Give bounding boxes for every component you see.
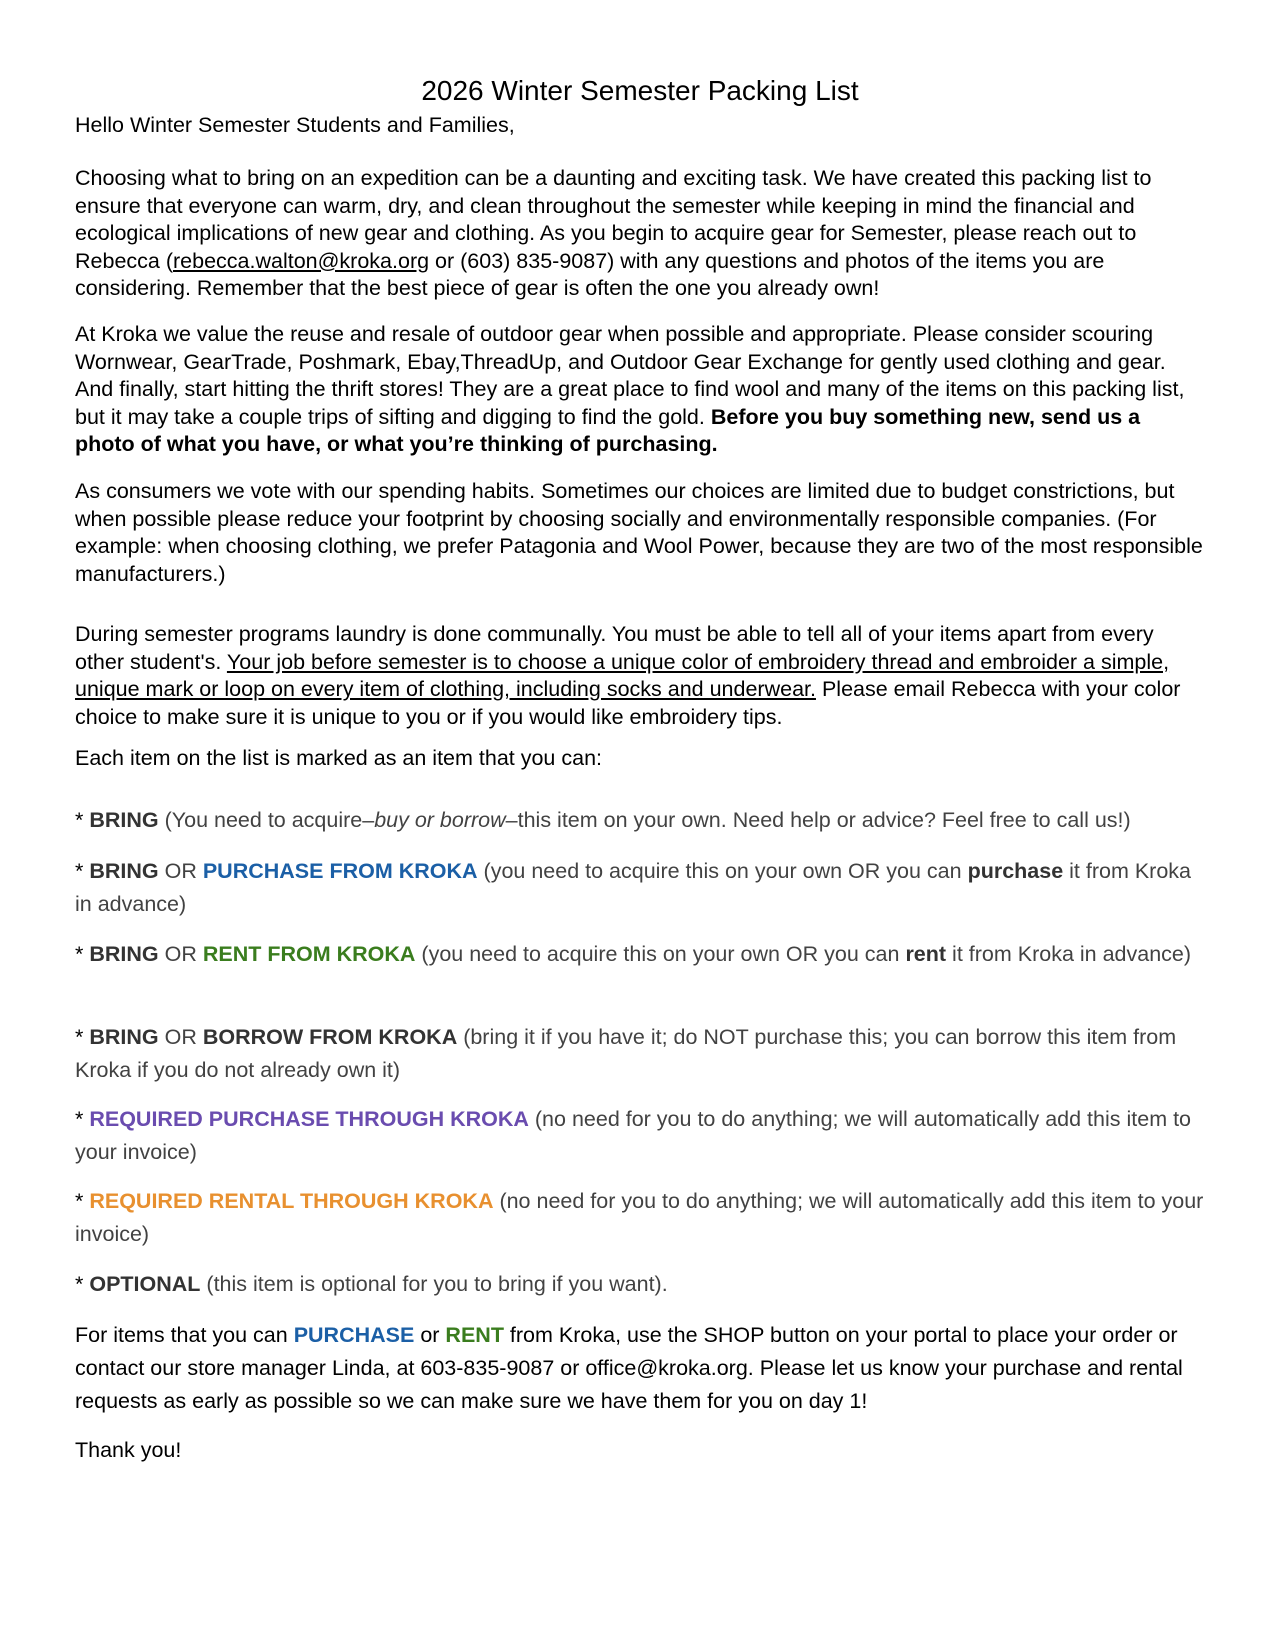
reuse-bold-text: Before you buy something new, send us a photo of what you have, or what you’re thinking of purchasing. xyxy=(75,404,1141,456)
laundry-text-b: Please email Rebecca with your color choice to make sure it is unique to you or if you would like embroidery tips. xyxy=(75,677,1181,729)
rent-word: RENT xyxy=(445,1323,504,1347)
legend-required-purchase: * REQUIRED PURCHASE THROUGH KROKA (no need for you to do anything; we will automatically add this item to your invoice) xyxy=(75,1107,1192,1164)
intro-text-b: or (603) 835-9087) with any questions and photos of the items you are considering. Remember that the best piece of gear is often the one you already own! xyxy=(75,248,1105,300)
laundry-paragraph xyxy=(75,621,1205,731)
bring-label: BRING xyxy=(89,942,159,966)
intro-text-a: Choosing what to bring on an expedition can be a daunting and exciting task. We have created this packing list to ensure that everyone can warm, dry, and clean throughout the semester while keeping in mind the financial and ecological implications of new gear and clothing. As you begin to acquire gear for Semester, please reach out to Rebecca ( xyxy=(75,166,1152,273)
bring-label: BRING xyxy=(89,808,159,832)
consumer-paragraph: As consumers we vote with our spending habits. Sometimes our choices are limited due to budget constrictions, but when possible please reduce your footprint by choosing socially and environmentally responsible companies. (For example: when choosing clothing, we prefer Patagonia and Wool Power, because they are two of the most responsible manufacturers.) xyxy=(75,479,1203,586)
bring-label: BRING xyxy=(89,859,159,883)
purchase-word: PURCHASE xyxy=(293,1323,415,1347)
closing-thanks: Thank you! xyxy=(75,1438,182,1462)
purchase-label: PURCHASE FROM KROKA xyxy=(202,859,478,883)
intro-paragraph xyxy=(75,165,1205,303)
laundry-underlined: Your job before semester is to choose a unique color of embroidery thread and embroider a simple, unique mark or loop on every item of clothing, including socks and underwear. xyxy=(75,649,1170,701)
optional-label: OPTIONAL xyxy=(89,1272,201,1296)
rent-label: RENT FROM KROKA xyxy=(202,942,416,966)
page-title: 2026 Winter Semester Packing List xyxy=(421,75,859,106)
list-intro: Each item on the list is marked as an item that you can: xyxy=(75,746,603,770)
legend-optional: * OPTIONAL (this item is optional for you to bring if you want). xyxy=(75,1272,668,1296)
legend-bring: * BRING (You need to acquire–buy or borrow–this item on your own. Need help or advice? Feel free to call us!) xyxy=(75,808,1131,832)
laundry-text-a: During semester programs laundry is done communally. You must be able to tell all of your items apart from every other student's. xyxy=(75,622,1154,674)
required-rental-label: REQUIRED RENTAL THROUGH KROKA xyxy=(89,1189,494,1213)
legend-bring-or-purchase: * BRING OR PURCHASE FROM KROKA (you need to acquire this on your own OR you can purchase it from Kroka in advance) xyxy=(75,859,1192,916)
legend-bring-or-rent: * BRING OR RENT FROM KROKA (you need to acquire this on your own OR you can rent it from Kroka in advance) xyxy=(75,942,1192,966)
borrow-label: BORROW FROM KROKA xyxy=(202,1025,458,1049)
greeting: Hello Winter Semester Students and Families, xyxy=(75,113,515,137)
shop-paragraph: For items that you can PURCHASE or RENT from Kroka, use the SHOP button on your portal to place your order or contact our store manager Linda, at 603-835-9087 or office@kroka.org. Please let us know your purchase and rental requests as early as possible so we can make sure we have them for you on day 1! xyxy=(75,1323,1183,1413)
reuse-text: At Kroka we value the reuse and resale of outdoor gear when possible and appropriate. Please consider scouring Wornwear, GearTrade, Poshmark, Ebay,ThreadUp, and Outdoor Gear Exchange for gently used clothing and gear. And finally, start hitting the thrift stores! They are a great place to find wool and many of the items on this packing list, but it may take a couple trips of sifting and digging to find the gold. xyxy=(75,322,1185,429)
legend-required-rental: * REQUIRED RENTAL THROUGH KROKA (no need for you to do anything; we will automatically add this item to your invoice) xyxy=(75,1189,1204,1246)
required-purchase-label: REQUIRED PURCHASE THROUGH KROKA xyxy=(89,1107,529,1131)
legend-bring-or-borrow: * BRING OR BORROW FROM KROKA (bring it if you have it; do NOT purchase this; you can borrow this item from Kroka if you do not already own it) xyxy=(75,1025,1177,1082)
email-link[interactable]: rebecca.walton@kroka.org xyxy=(173,248,430,273)
bring-label: BRING xyxy=(89,1025,159,1049)
reuse-paragraph xyxy=(75,321,1205,459)
